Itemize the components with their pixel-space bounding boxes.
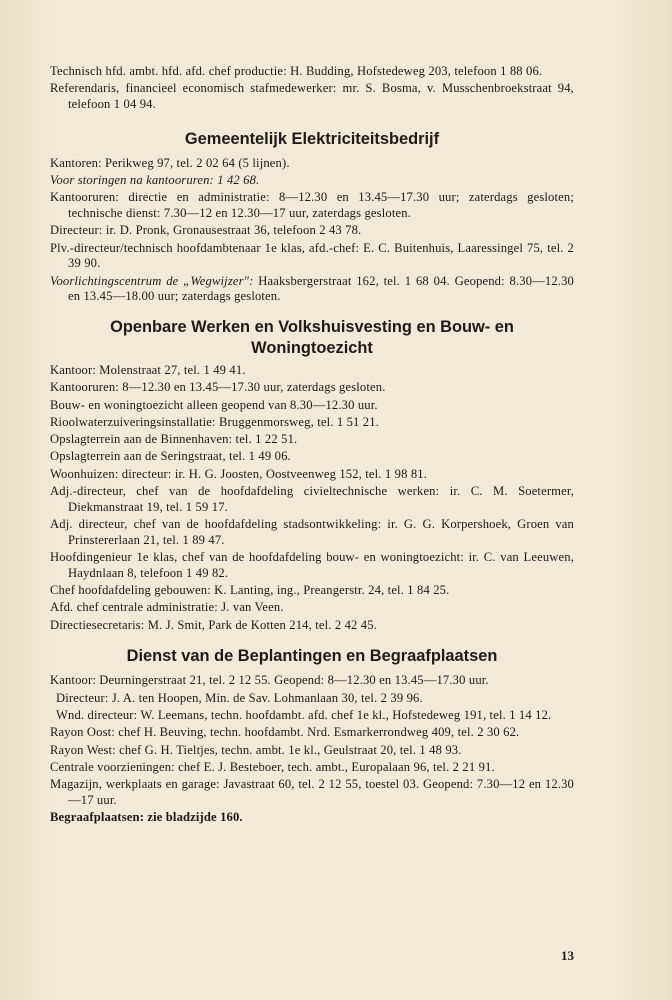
- entry-rayon-oost: Rayon Oost: chef H. Beuving, techn. hoofdambt. Nrd. Esmarkerrondweg 409, tel. 2 30 62.: [50, 725, 520, 740]
- section-heading-elektriciteitsbedrijf: Gemeentelijk Elektriciteitsbedrijf: [184, 129, 440, 148]
- entry-adj-directeur-stad: Adj. directeur, chef van de hoofdafdeling stadsontwikkeling: ir. G. G. Korpershoek, Groen van Prinstererlaan 21, tel. 1 89 47.: [50, 517, 574, 547]
- entry-directiesecretaris: Directiesecretaris: M. J. Smit, Park de Kotten 214, tel. 2 42 45.: [50, 617, 377, 632]
- intro-entry-productie: Technisch hfd. ambt. hfd. afd. chef productie: H. Budding, Hofstedeweg 203, telefoon 1 88 06.: [50, 64, 543, 78]
- entry-voorlichtingscentrum: [50, 274, 574, 305]
- entry-chef-gebouwen: Chef hoofdafdeling gebouwen: K. Lanting, ing., Preangerstr. 24, tel. 1 84 25.: [50, 583, 450, 598]
- entry-kantoor-molenstraat: Kantoor: Molenstraat 27, tel. 1 49 41.: [50, 363, 246, 377]
- entry-storingen: Voor storingen na kantooruren: 1 42 68.: [50, 173, 260, 187]
- entry-afd-chef-admin: Afd. chef centrale administratie: J. van Veen.: [50, 600, 284, 615]
- entry-adj-directeur-civiel: Adj.-directeur, chef van de hoofdafdeling civieltechnische werken: ir. C. M. Soetermer, Diekmanstraat 19, tel. 1 59 17.: [50, 484, 574, 514]
- section-heading-openbare-werken: [50, 317, 574, 359]
- entry-directeur-beplantingen: Directeur: J. A. ten Hoopen, Min. de Sav. Lohmanlaan 30, tel. 2 39 96.: [56, 690, 423, 705]
- entry-bouw-woningtoezicht: Bouw- en woningtoezicht alleen geopend van 8.30—12.30 uur.: [50, 397, 378, 412]
- entry-kantoren: Kantoren: Perikweg 97, tel. 2 02 64 (5 lijnen).: [50, 155, 290, 170]
- voorlichting-label: Voorlichtingscentrum de „Wegwijzer":: [50, 273, 254, 288]
- entry-directeur: Directeur: ir. D. Pronk, Gronausestraat 36, telefoon 2 43 78.: [50, 223, 362, 238]
- entry-kantoor-deurningerstraat: Kantoor: Deurningerstraat 21, tel. 2 12 55. Geopend: 8—12.30 en 13.45—17.30 uur.: [50, 673, 489, 688]
- entry-begraafplaatsen: Begraafplaatsen: zie bladzijde 160.: [50, 810, 243, 825]
- heading-line-2: Woningtoezicht: [251, 339, 373, 357]
- section-heading-beplantingen: Dienst van de Beplantingen en Begraafplaatsen: [126, 647, 498, 666]
- entry-magazijn: Magazijn, werkplaats en garage: Javastraat 60, tel. 2 12 55, toestel 03. Geopend: 7.30—12 en 12.30—17 uur.: [50, 777, 574, 807]
- entry-hoofdingenieur: Hoofdingenieur 1e klas, chef van de hoofdafdeling bouw- en woningtoezicht: ir. C. van Leeuwen, Haydnlaan 8, telefoon 1 49 82.: [50, 550, 574, 580]
- entry-opslag-binnenhaven: Opslagterrein aan de Binnenhaven: tel. 1 22 51.: [50, 432, 298, 447]
- entry-rioolwaterzuivering: Rioolwaterzuiveringsinstallatie: Bruggenmorsweg, tel. 1 51 21.: [50, 414, 379, 429]
- page-number: 13: [561, 948, 574, 963]
- entry-opslag-seringstraat: Opslagterrein aan de Seringstraat, tel. 1 49 06.: [50, 449, 291, 464]
- entry-wnd-directeur: Wnd. directeur: W. Leemans, techn. hoofdambt. afd. chef 1e kl., Hofstedeweg 191, tel. 1 14 12.: [56, 707, 552, 722]
- entry-kantooruren: Kantooruren: directie en administratie: 8—12.30 en 13.45—17.30 uur; zaterdags gesloten; technische dienst: 7.30—12 en 12.30—17 uur, zaterdags gesloten.: [50, 190, 574, 220]
- heading-line-1: Openbare Werken en Volkshuisvesting en Bouw- en: [110, 318, 514, 336]
- entry-kantooruren-ow: Kantooruren: 8—12.30 en 13.45—17.30 uur, zaterdags gesloten.: [50, 380, 386, 395]
- entry-woonhuizen: Woonhuizen: directeur: ir. H. G. Joosten, Oostveenweg 152, tel. 1 98 81.: [50, 466, 428, 481]
- entry-rayon-west: Rayon West: chef G. H. Tieltjes, techn. ambt. 1e kl., Geulstraat 20, tel. 1 48 93.: [50, 742, 462, 757]
- entry-centrale-voorzieningen: Centrale voorzieningen: chef E. J. Besteboer, tech. ambt., Europalaan 96, tel. 2 21 91.: [50, 759, 495, 774]
- intro-entry-referendaris: Referendaris, financieel economisch stafmedewerker: mr. S. Bosma, v. Musschenbroekstraat 94, telefoon 1 04 94.: [50, 81, 574, 111]
- voorlichting-text: Haaksbergerstraat 162, tel. 1 68 04. Geopend: 8.30—12.30 en 13.45—18.00 uur; zaterdags gesloten.: [68, 273, 574, 304]
- entry-plv-directeur: Plv.-directeur/technisch hoofdambtenaar 1e klas, afd.-chef: E. C. Buitenhuis, Laaressingel 75, tel. 2 39 90.: [50, 240, 574, 271]
